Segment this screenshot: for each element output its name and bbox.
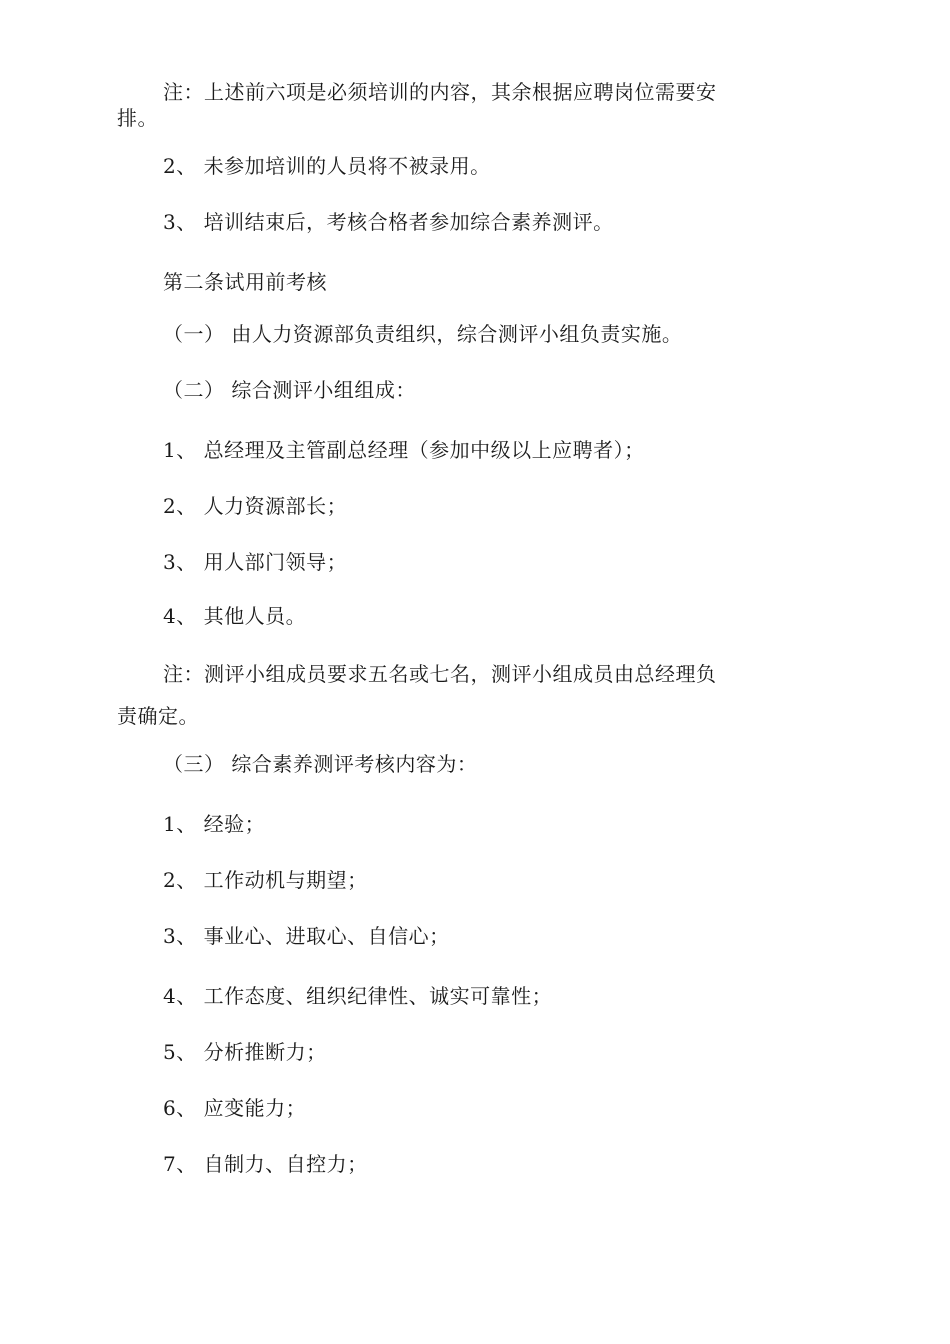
list-item-content-6: 6、 应变能力； xyxy=(163,1096,307,1120)
list-item-content-5: 5、 分析推断力； xyxy=(163,1040,327,1064)
note-panel-line-2: 责确定。 xyxy=(117,704,199,728)
subsection-one: （一） 由人力资源部负责组织，综合测评小组负责实施。 xyxy=(163,322,683,346)
list-item-member-1: 1、 总经理及主管副总经理（参加中级以上应聘者）； xyxy=(163,438,645,462)
list-item-content-7: 7、 自制力、自控力； xyxy=(163,1152,368,1176)
list-item-content-4: 4、 工作态度、组织纪律性、诚实可靠性； xyxy=(163,984,553,1008)
list-item-training-end: 3、 培训结束后，考核合格者参加综合素养测评。 xyxy=(163,210,614,234)
list-item-content-2: 2、 工作动机与期望； xyxy=(163,868,368,892)
subsection-two: （二） 综合测评小组组成： xyxy=(163,378,416,402)
list-item-member-2: 2、 人力资源部长； xyxy=(163,494,348,518)
subsection-three: （三） 综合素养测评考核内容为： xyxy=(163,752,478,776)
note-training-line-1: 注：上述前六项是必须培训的内容，其余根据应聘岗位需要安 xyxy=(163,80,717,104)
note-training-line-2: 排。 xyxy=(117,106,158,130)
list-item-content-3: 3、 事业心、进取心、自信心； xyxy=(163,924,450,948)
note-panel-line-1: 注：测评小组成员要求五名或七名，测评小组成员由总经理负 xyxy=(163,662,717,686)
list-item-untrained: 2、 未参加培训的人员将不被录用。 xyxy=(163,154,491,178)
section-heading-article-2: 第二条试用前考核 xyxy=(163,270,327,294)
list-item-member-4: 4、 其他人员。 xyxy=(163,604,307,628)
list-item-content-1: 1、 经验； xyxy=(163,812,266,836)
list-item-member-3: 3、 用人部门领导； xyxy=(163,550,348,574)
